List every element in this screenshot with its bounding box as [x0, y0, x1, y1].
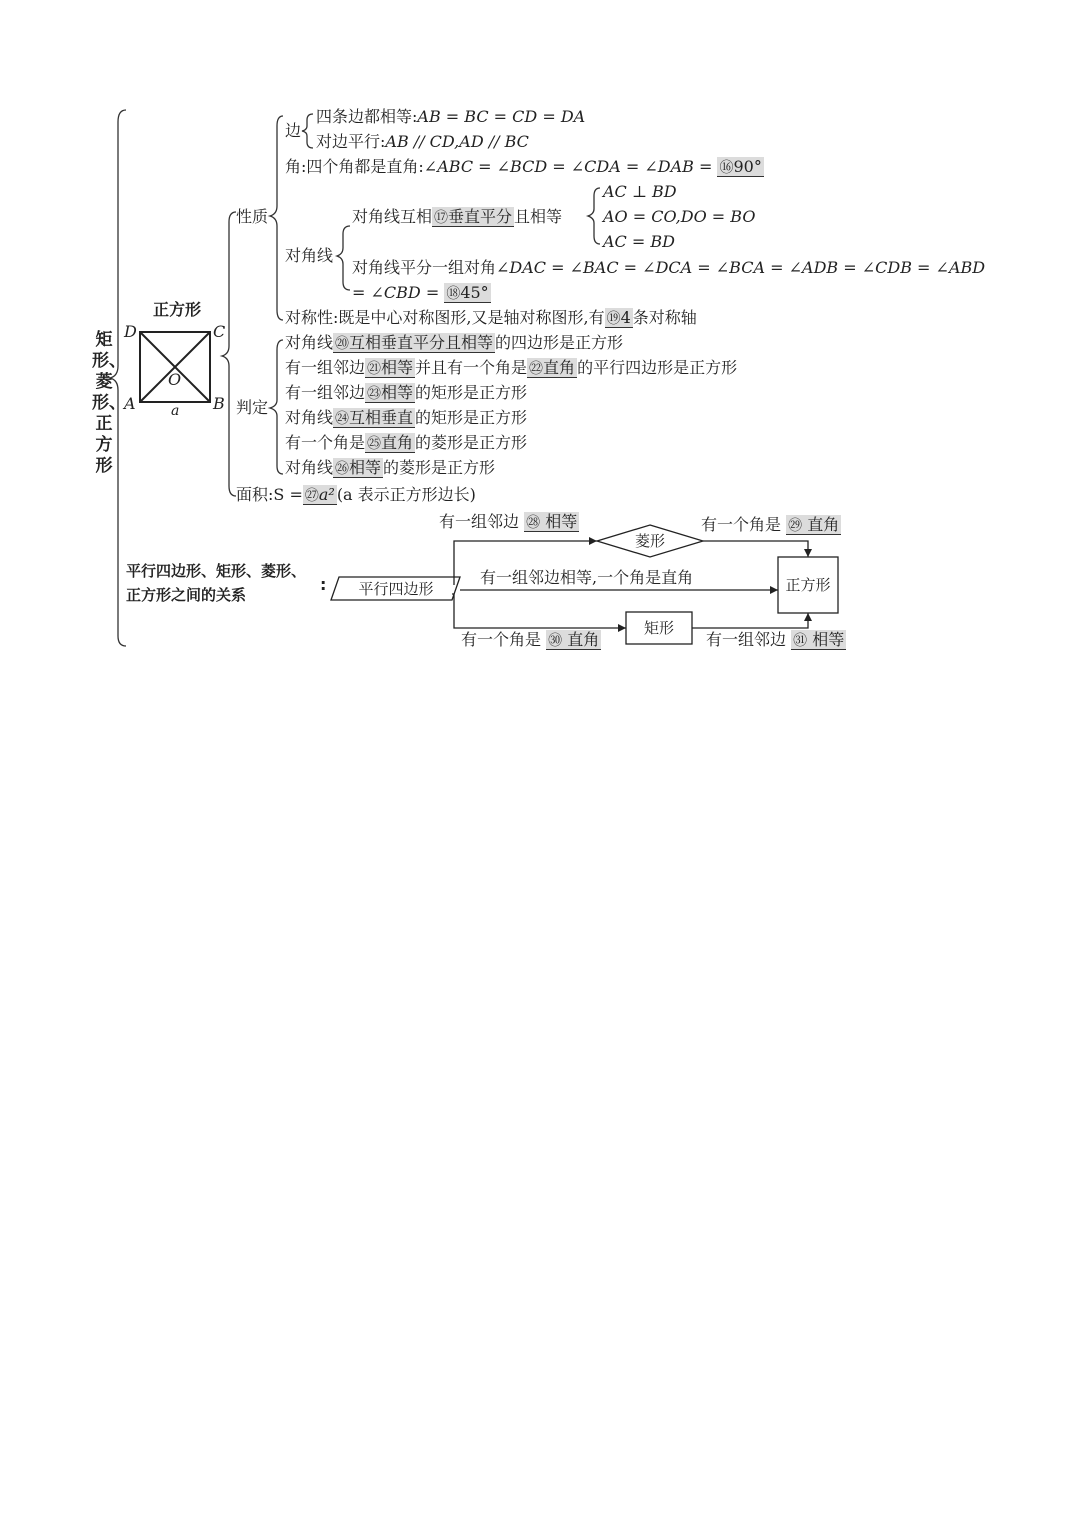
vertex-o: O — [168, 370, 182, 389]
answer-30-text: 直角 — [567, 630, 600, 649]
relation-heading-1: 平行四边形、矩形、菱形、 — [126, 562, 307, 580]
answer-29-num: ㉙ — [788, 518, 803, 534]
djx-line1-pre: 对角线互相 — [352, 207, 433, 226]
answer-28-num: ㉘ — [526, 515, 541, 531]
zhengfang-label: 正方形 — [785, 576, 831, 594]
vertex-b: B — [213, 394, 225, 413]
duijiaoxian-line2 — [352, 258, 985, 278]
answer-22-num: ㉒ — [529, 361, 544, 377]
answer-25-num: ㉕ — [367, 436, 382, 452]
branch-panding: 判定 — [236, 398, 269, 417]
answer-17-num: ⑰ — [434, 210, 449, 226]
pd6-pre: 对角线 — [285, 458, 334, 477]
answer-20 — [333, 333, 495, 353]
djx-sub3: AC = BD — [603, 232, 675, 251]
jiao-text: 角:四个角都是直角: — [285, 157, 424, 176]
duijiaoxian-line3 — [352, 283, 491, 304]
jiao-math: ∠ABC = ∠BCD = ∠CDA = ∠DAB = — [423, 157, 713, 176]
bian-line2 — [316, 132, 529, 152]
answer-19-text: 4 — [620, 308, 631, 327]
answer-21 — [365, 358, 415, 378]
rel-top-right — [701, 515, 841, 536]
answer-30-num: ㉚ — [548, 633, 563, 649]
answer-23-num: ㉓ — [367, 386, 382, 402]
pd2-post: 的平行四边形是正方形 — [577, 358, 738, 377]
answer-28 — [524, 512, 579, 532]
pd3-post: 的矩形是正方形 — [415, 383, 528, 402]
pd4-post: 的矩形是正方形 — [415, 408, 528, 427]
relation-heading-2: 正方形之间的关系 — [126, 586, 247, 604]
rel-bottom-right — [706, 630, 846, 651]
answer-20-num: ⑳ — [335, 336, 350, 352]
djx-sub2: AO = CO,DO = BO — [603, 207, 756, 226]
answer-30 — [546, 630, 601, 650]
answer-22 — [527, 358, 577, 378]
answer-27-num: ㉗ — [304, 488, 319, 504]
juxing-label: 矩形 — [643, 619, 674, 637]
figure-heading: 正方形 — [153, 300, 202, 319]
answer-21-num: ㉑ — [367, 361, 382, 377]
bian-brace — [302, 114, 313, 148]
branch-xingzhi: 性质 — [236, 207, 269, 226]
djx-line1-post: 且相等 — [514, 207, 563, 226]
answer-26 — [333, 458, 383, 478]
square-figure — [140, 332, 210, 402]
bian-line1-math: AB = BC = CD = DA — [417, 107, 586, 126]
vertex-c: C — [213, 322, 226, 341]
rel-bottom-left — [461, 630, 601, 651]
relation-colon: : — [320, 575, 327, 594]
mianji-line — [236, 485, 476, 506]
djx-sub1: AC ⊥ BD — [603, 182, 677, 201]
panding-line-6 — [285, 458, 495, 479]
answer-16 — [717, 157, 763, 177]
answer-31-num: ㉛ — [793, 633, 808, 649]
answer-28-text: 相等 — [545, 512, 578, 531]
rel-bl-pre: 有一个角是 — [461, 630, 542, 649]
pd2-mid: 并且有一个角是 — [415, 358, 528, 377]
rel-tr-pre: 有一个角是 — [701, 515, 782, 534]
bian-line1-text: 四条边都相等: — [316, 107, 418, 126]
djx-line2-math: ∠DAC = ∠BAC = ∠DCA = ∠BCA = ∠ADB = ∠CDB = ∠ABD — [496, 258, 986, 277]
panding-line-3 — [285, 383, 527, 404]
duijiaoxian-label: 对角线 — [285, 246, 334, 265]
answer-19 — [605, 308, 633, 328]
djx-line2-text: 对角线平分一组对角 — [352, 258, 497, 277]
rel-top-left — [439, 512, 579, 533]
side-label: a — [171, 403, 180, 419]
answer-16-num: ⑯ — [719, 160, 734, 176]
bian-line2-text: 对边平行: — [316, 132, 386, 151]
xingzhi-brace — [270, 116, 283, 320]
panding-line-5 — [285, 433, 527, 454]
answer-22-text: 直角 — [543, 358, 576, 377]
duijiaoxian-brace — [337, 226, 350, 290]
answer-23-text: 相等 — [381, 383, 414, 402]
answer-20-text: 互相垂直平分且相等 — [349, 333, 494, 352]
mianji-pre: 面积:S = — [236, 485, 303, 504]
answer-27 — [303, 485, 337, 505]
lingxing-label: 菱形 — [634, 532, 665, 550]
answer-17-text: 垂直平分 — [448, 207, 513, 226]
rel-br-pre: 有一组邻边 — [706, 630, 787, 649]
answer-25 — [365, 433, 415, 453]
answer-29-text: 直角 — [807, 515, 840, 534]
answer-31-text: 相等 — [812, 630, 845, 649]
bian-line1 — [316, 107, 585, 127]
answer-17 — [432, 207, 514, 227]
answer-27-text: a² — [318, 485, 335, 504]
duichen-pre: 对称性:既是中心对称图形,又是轴对称图形,有 — [285, 308, 605, 327]
bian-label: 边 — [285, 121, 302, 140]
answer-24-num: ㉔ — [335, 411, 350, 427]
answer-16-text: 90° — [733, 157, 762, 176]
pd1-pre: 对角线 — [285, 333, 334, 352]
duijiaoxian-line1 — [352, 207, 562, 228]
answer-24-text: 互相垂直 — [349, 408, 414, 427]
bian-line2-math: AB // CD,AD // BC — [385, 132, 529, 151]
vertex-a: A — [124, 394, 136, 413]
answer-26-text: 相等 — [349, 458, 382, 477]
panding-line-2 — [285, 358, 737, 379]
answer-18-text: 45° — [460, 283, 489, 302]
pd2-pre: 有一组邻边 — [285, 358, 366, 377]
djx-line3-math: = ∠CBD = — [352, 283, 440, 302]
pd4-pre: 对角线 — [285, 408, 334, 427]
main-brace — [222, 212, 236, 496]
panding-brace — [270, 340, 283, 474]
answer-23 — [365, 383, 415, 403]
panding-line-1 — [285, 333, 623, 354]
vertex-d: D — [124, 322, 137, 341]
pd5-post: 的菱形是正方形 — [415, 433, 528, 452]
pd6-post: 的菱形是正方形 — [383, 458, 496, 477]
answer-26-num: ㉖ — [335, 461, 350, 477]
vertical-title: 矩形、菱形、正方形 — [92, 330, 126, 476]
answer-31 — [791, 630, 846, 650]
rel-middle: 有一组邻边相等,一个角是直角 — [480, 568, 694, 587]
answer-24 — [333, 408, 415, 428]
rel-tl-pre: 有一组邻边 — [439, 512, 520, 531]
answer-25-text: 直角 — [381, 433, 414, 452]
answer-21-text: 相等 — [381, 358, 414, 377]
duichen-post: 条对称轴 — [632, 308, 697, 327]
answer-19-num: ⑲ — [606, 311, 621, 327]
jiao-line — [285, 157, 764, 178]
answer-18 — [444, 283, 490, 303]
answer-29 — [786, 515, 841, 535]
duichen-line — [285, 308, 697, 329]
pd3-pre: 有一组邻边 — [285, 383, 366, 402]
sub-brace — [588, 188, 600, 244]
pd1-post: 的四边形是正方形 — [495, 333, 624, 352]
pd5-pre: 有一个角是 — [285, 433, 366, 452]
panding-line-4 — [285, 408, 527, 429]
answer-18-num: ⑱ — [446, 286, 461, 302]
pingxing-label: 平行四边形 — [358, 580, 434, 598]
mianji-post: (a 表示正方形边长) — [336, 485, 476, 504]
